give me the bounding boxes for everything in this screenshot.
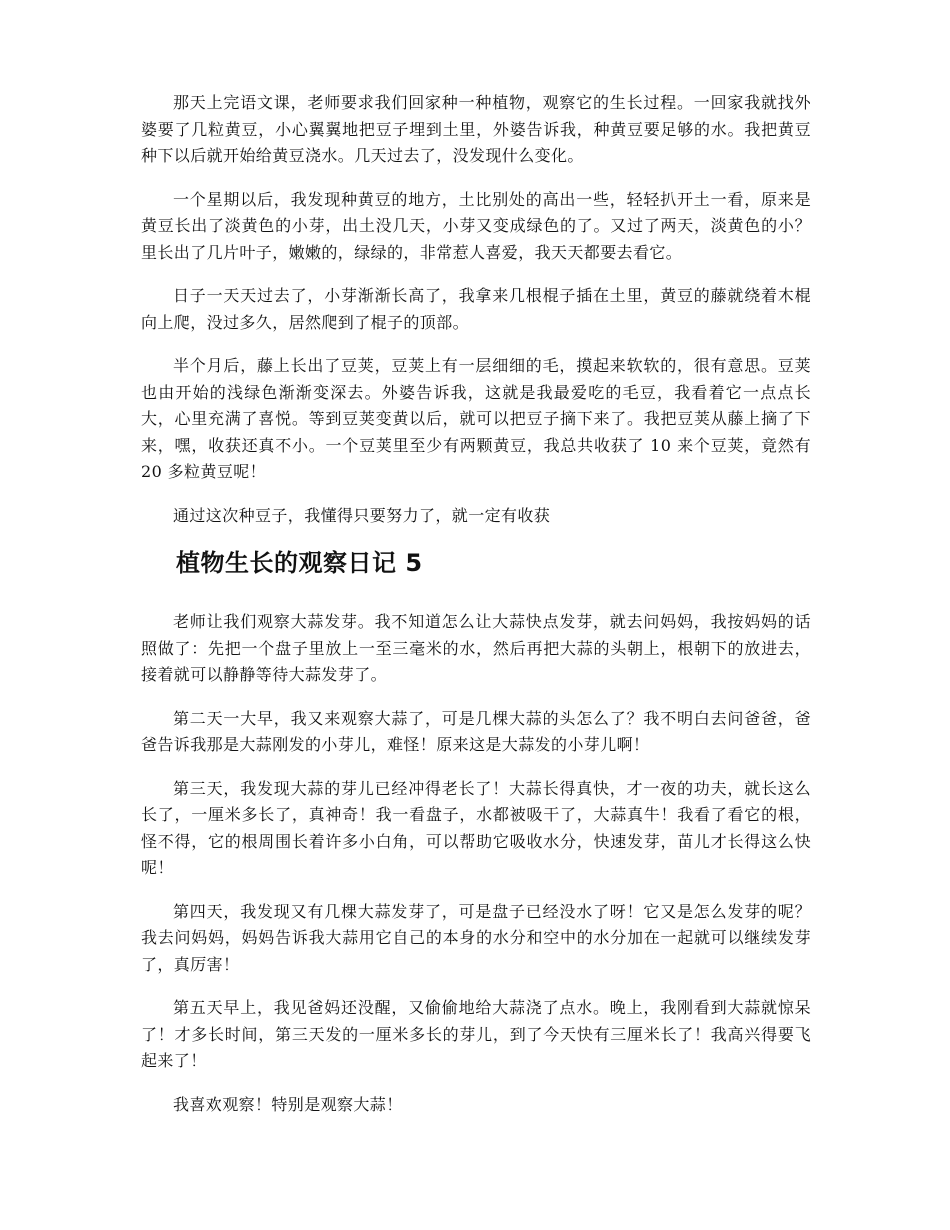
paragraph: 日子一天天过去了，小芽渐渐长高了，我拿来几根棍子插在土里，黄豆的藤就绕着木棍向上爬，没过多久，居然爬到了棍子的顶部。 — [141, 286, 811, 332]
paragraph: 第五天早上，我见爸妈还没醒，又偷偷地给大蒜浇了点水。晚上，我刚看到大蒜就惊呆了！才多长时间，第三天发的一厘米多长的芽儿，到了今天快有三厘米长了！我高兴得要飞起来了！ — [141, 998, 811, 1070]
paragraph: 我喜欢观察！特别是观察大蒜！ — [173, 1094, 403, 1114]
document-page — [141, 90, 811, 1135]
paragraph: 第二天一大早，我又来观察大蒜了，可是几棵大蒜的头怎么了？我不明白去问爸爸，爸爸告诉我那是大蒜刚发的小芽儿，难怪！原来这是大蒜发的小芽儿啊！ — [141, 708, 811, 754]
paragraph: 半个月后，藤上长出了豆荚，豆荚上有一层细细的毛，摸起来软软的，很有意思。豆荚也由开始的浅绿色渐渐变深去。外婆告诉我，这就是我最爱吃的毛豆，我看着它一点点长大，心里充满了喜悦。等到豆荚变黄以后，就可以把豆子摘下来了。我把豆荚从藤上摘了下来，嘿，收获还真不小。一个豆荚里至少有两颗黄豆，我总共收获了 10 来个豆荚，竟然有 20 多粒黄豆呢！ — [141, 356, 811, 481]
paragraph: 那天上完语文课，老师要求我们回家种一种植物，观察它的生长过程。一回家我就找外婆要了几粒黄豆，小心翼翼地把豆子埋到土里，外婆告诉我，种黄豆要足够的水。我把黄豆种下以后就开始给黄豆浇水。几天过去了，没发现什么变化。 — [141, 93, 811, 165]
paragraph: 一个星期以后，我发现种黄豆的地方，土比别处的高出一些，轻轻扒开土一看，原来是黄豆长出了淡黄色的小芽，出土没几天，小芽又变成绿色的了。又过了两天，淡黄色的小？里长出了几片叶子，嫩嫩的，绿绿的，非常惹人喜爱，我天天都要去看它。 — [141, 189, 811, 262]
diary-entry-garlic — [141, 609, 811, 1118]
paragraph: 第三天，我发现大蒜的芽儿已经冲得老长了！大蒜长得真快，才一夜的功夫，就长这么长了，一厘米多长了，真神奇！我一看盘子，水都被吸干了，大蒜真牛！我看了看它的根，怪不得，它的根周围长着许多小白角，可以帮助它吸收水分，快速发芽，苗儿才长得这么快呢！ — [141, 778, 811, 877]
paragraph: 通过这次种豆子，我懂得只要努力了，就一定有收获 — [173, 505, 551, 525]
paragraph: 第四天，我发现又有几棵大蒜发芽了，可是盘子已经没水了呀！它又是怎么发芽的呢？我去问妈妈，妈妈告诉我大蒜用它自己的本身的水分和空中的水分加在一起就可以继续发芽了，真厉害！ — [141, 901, 811, 974]
section-heading: 植物生长的观察日记 5 — [176, 549, 423, 577]
paragraph: 老师让我们观察大蒜发芽。我不知道怎么让大蒜快点发芽，就去问妈妈，我按妈妈的话照做了：先把一个盘子里放上一至三毫米的水，然后再把大蒜的头朝上，根朝下的放进去，接着就可以静静等待大蒜发芽了。 — [141, 612, 811, 684]
diary-entry-soybean — [141, 90, 811, 529]
